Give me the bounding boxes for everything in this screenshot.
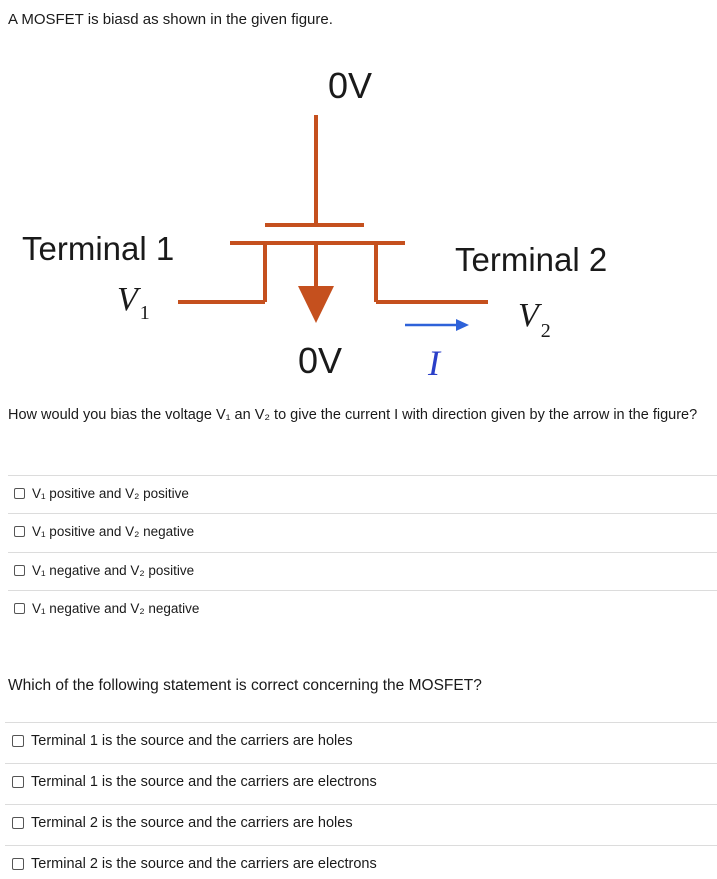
terminal2-voltage-label: V $_2$ [518,297,551,342]
substrate-arrow [298,286,334,323]
q2-option-4[interactable] [12,856,377,872]
option-label: V₁ positive and V₂ negative [32,524,195,539]
terminal2-label: Terminal 2 [455,241,608,278]
q2-option-2[interactable] [12,774,377,790]
option-label: Terminal 1 is the source and the carriers are holes [31,733,353,749]
checkbox[interactable] [14,526,25,537]
option-label: V₁ negative and V₂ negative [32,601,200,616]
current-arrow-head [456,319,469,331]
divider [5,804,717,805]
checkbox[interactable] [12,858,24,870]
option-label: Terminal 1 is the source and the carriers are electrons [31,774,377,790]
divider [8,590,717,591]
q1-option-4[interactable] [14,601,199,616]
checkbox[interactable] [14,565,25,576]
divider [8,513,717,514]
current-label: I [428,343,440,383]
q1-option-2[interactable] [14,524,194,539]
option-label: V₁ positive and V₂ positive [32,486,189,501]
divider [5,722,717,723]
divider [5,845,717,846]
question-1-text: How would you bias the voltage V₁ an V₂ to give the current I with direction given by the arrow in the figure? [8,407,698,423]
terminal1-voltage-label: V $_1$ [117,281,150,324]
q2-option-3[interactable] [12,815,353,831]
checkbox[interactable] [12,817,24,829]
option-label: Terminal 2 is the source and the carriers are holes [31,815,353,831]
divider [5,763,717,764]
q1-option-3[interactable] [14,563,194,578]
gate-voltage-label: 0V [328,65,373,106]
terminal1-label: Terminal 1 [22,230,175,267]
question-2-text: Which of the following statement is correct concerning the MOSFET? [8,677,482,694]
bottom-voltage-label: 0V [298,340,343,381]
option-label: V₁ negative and V₂ positive [32,563,195,578]
divider [8,552,717,553]
checkbox[interactable] [12,735,24,747]
option-label: Terminal 2 is the source and the carriers are electrons [31,856,377,872]
intro-text: A MOSFET is biasd as shown in the given figure. [8,11,333,28]
divider [8,475,717,476]
q2-option-1[interactable] [12,733,353,749]
checkbox[interactable] [14,488,25,499]
checkbox[interactable] [14,603,25,614]
checkbox[interactable] [12,776,24,788]
q1-option-1[interactable] [14,486,189,501]
mosfet-circuit-diagram [0,40,717,385]
